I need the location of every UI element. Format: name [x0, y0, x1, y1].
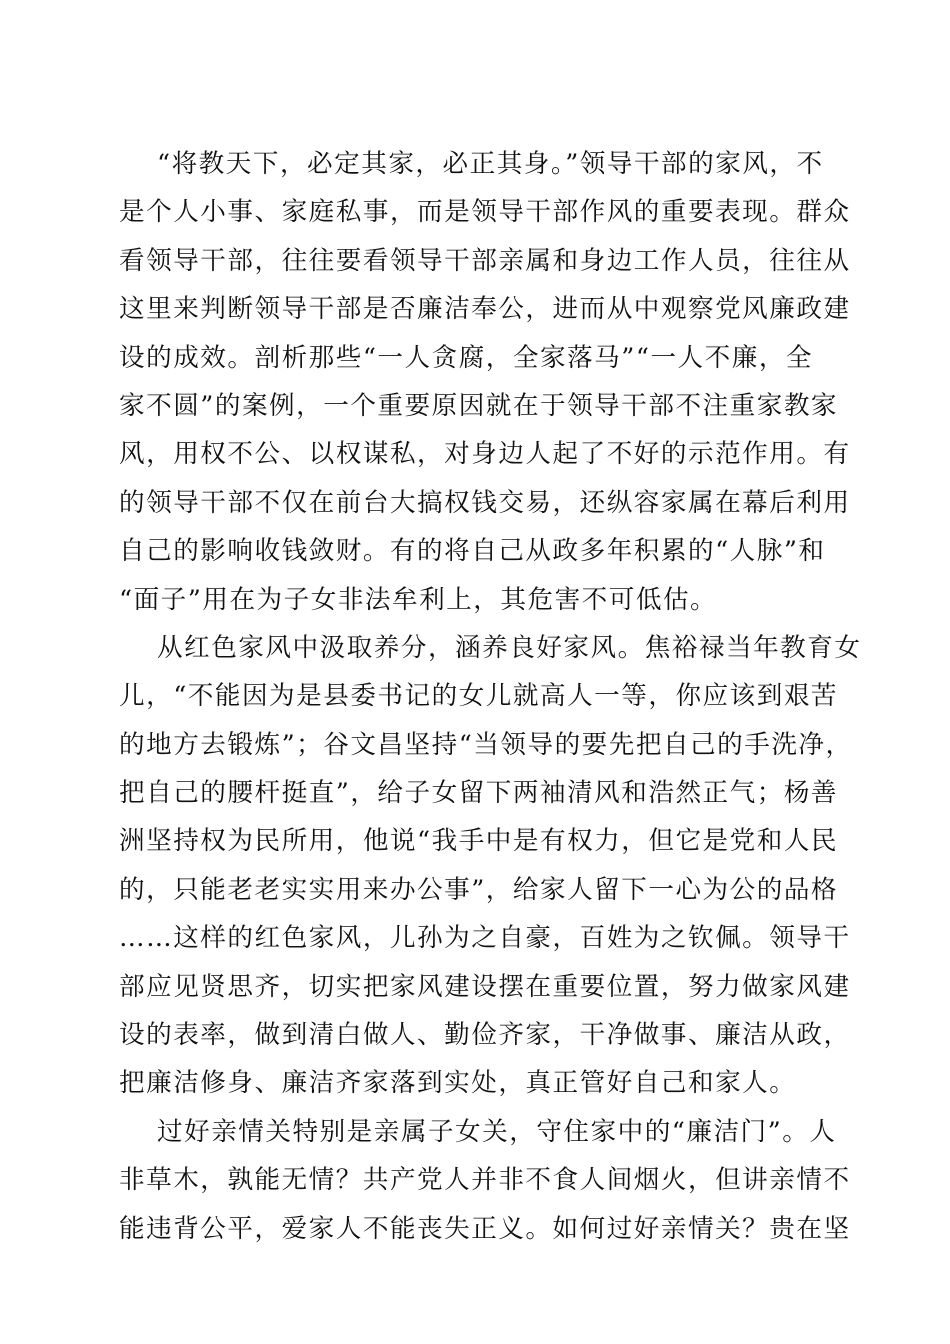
text-line: 过好亲情关特别是亲属子女关，守住家中的“廉洁门”。人	[157, 1116, 837, 1147]
text-line: 从红色家风中汲取养分，涵养良好家风。焦裕禄当年教育女	[157, 632, 862, 663]
text-line: 的地方去锻炼”；谷文昌坚持“当领导的要先把自己的手洗净，	[119, 729, 853, 760]
paragraph-family-style	[119, 140, 851, 624]
text-line: 设的成效。剖析那些“一人贪腐，全家落马”“一人不廉，全	[119, 342, 814, 373]
text-line: “面子”用在为子女非法牟利上，其危害不可低估。	[119, 584, 718, 615]
text-line: 家不圆”的案例，一个重要原因就在于领导干部不注重家教家	[119, 390, 839, 421]
text-line: 儿，“不能因为是县委书记的女儿就高人一等，你应该到艰苦	[119, 681, 839, 712]
text-line: 设的表率，做到清白做人、勤俭齐家，干净做事、廉洁从政，	[119, 1020, 851, 1051]
text-line: 风，用权不公、以权谋私，对身边人起了不好的示范作用。有	[119, 439, 851, 470]
text-line: 是个人小事、家庭私事，而是领导干部作风的重要表现。群众	[119, 197, 851, 228]
text-line: 这里来判断领导干部是否廉洁奉公，进而从中观察党风廉政建	[119, 294, 851, 325]
text-line: 的，只能老老实实用来办公事”，给家人留下一心为公的品格	[119, 874, 839, 905]
text-line: 把自己的腰杆挺直”，给子女留下两袖清风和浩然正气；杨善	[119, 778, 839, 809]
paragraph-red-family-style	[119, 624, 862, 1108]
text-line: 自己的影响收钱敛财。有的将自己从政多年积累的“人脉”和	[119, 536, 826, 567]
text-line: 的领导干部不仅在前台大搞权钱交易，还纵容家属在幕后利用	[119, 487, 851, 518]
text-line: 能违背公平，爱家人不能丧失正义。如何过好亲情关？贵在坚	[119, 1213, 851, 1244]
text-line: 非草木，孰能无情？共产党人并非不食人间烟火，但讲亲情不	[119, 1165, 851, 1196]
text-line: 洲坚持权为民所用，他说“我手中是有权力，但它是党和人民	[119, 826, 839, 857]
paragraph-family-affection	[119, 1108, 851, 1253]
text-line: 看领导干部，往往要看领导干部亲属和身边工作人员，往往从	[119, 245, 851, 276]
text-line: ……这样的红色家风，儿孙为之自豪，百姓为之钦佩。领导干	[119, 923, 851, 954]
text-line: 把廉洁修身、廉洁齐家落到实处，真正管好自己和家人。	[119, 1068, 797, 1099]
text-line: “将教天下，必定其家，必正其身。”领导干部的家风，不	[157, 149, 824, 179]
document-body	[119, 140, 862, 1253]
text-line: 部应见贤思齐，切实把家风建设摆在重要位置，努力做家风建	[119, 971, 851, 1002]
